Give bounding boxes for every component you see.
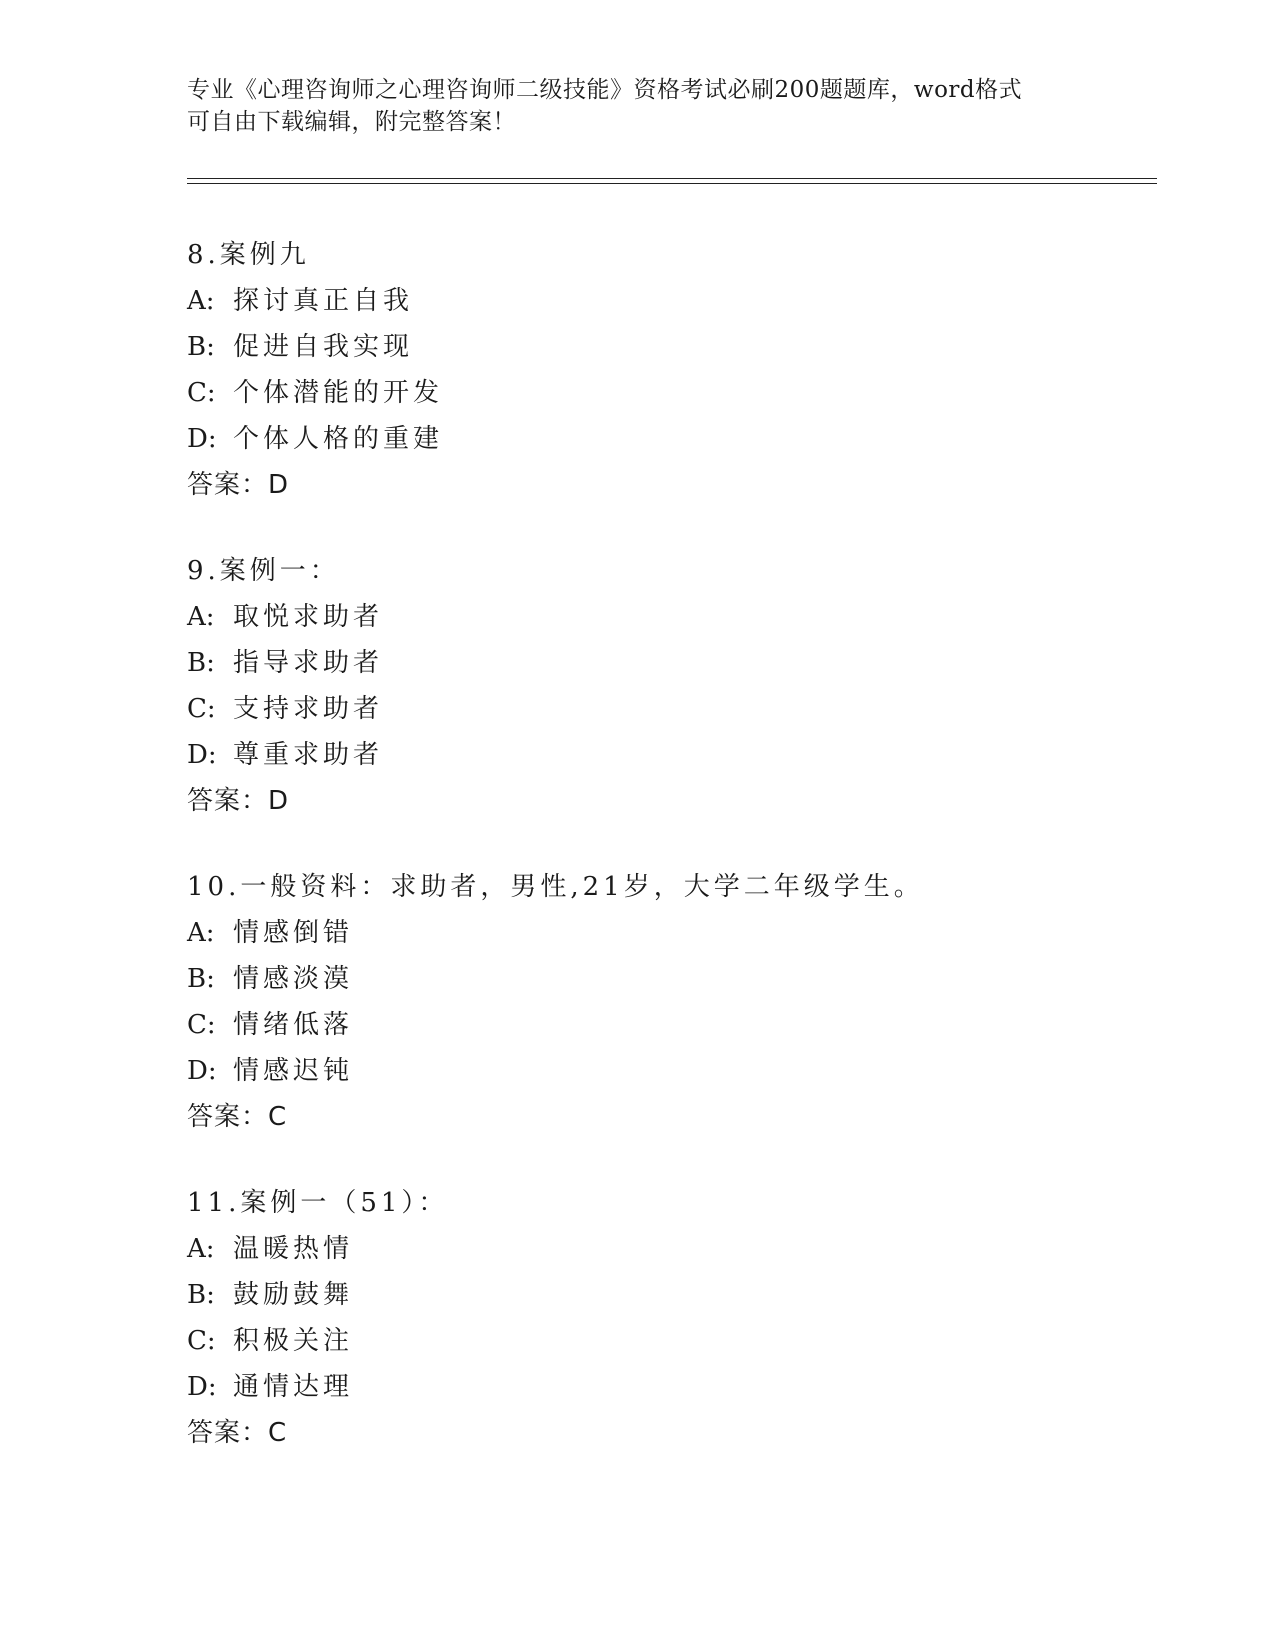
option-a [187,1226,1187,1272]
option-text: 鼓励鼓舞 [233,1280,354,1310]
option-text: 情感迟钝 [233,1056,354,1086]
answer: 答案：C [187,1102,288,1132]
option-text: 探讨真正自我 [233,286,414,316]
option-a [187,278,1187,324]
option-b [187,640,1187,686]
option-text: 情绪低落 [233,1010,354,1040]
option-c [187,1318,1187,1364]
option-text: 尊重求助者 [233,740,384,770]
option-text: 情感倒错 [233,918,354,948]
option-b [187,324,1187,370]
option-d [187,416,1187,462]
option-text: 取悦求助者 [233,602,384,632]
option-letter: B: [187,332,215,362]
option-text: 温暖热情 [233,1234,354,1264]
option-letter: B: [187,964,215,994]
option-c [187,370,1187,416]
option-letter: D: [187,424,217,454]
question-block [187,548,1187,824]
option-letter: B: [187,648,215,678]
option-letter: C: [187,378,216,408]
question-stem: 8.案例九 [187,240,310,270]
question-stem: 11.案例一（51）： [187,1188,449,1218]
header-divider-top [187,178,1157,179]
header-line-1: 专业《心理咨询师之心理咨询师二级技能》资格考试必刷200题题库，word格式 [187,77,1023,103]
question-stem: 9.案例一： [187,556,340,586]
option-b [187,1272,1187,1318]
document-header [187,74,1087,138]
option-text: 情感淡漠 [233,964,354,994]
option-d [187,732,1187,778]
option-text: 支持求助者 [233,694,384,724]
option-text: 积极关注 [233,1326,354,1356]
option-a [187,910,1187,956]
question-block [187,1180,1187,1456]
option-text: 个体人格的重建 [233,424,444,454]
option-letter: D: [187,1056,217,1086]
option-letter: A: [187,1234,215,1264]
option-b [187,956,1187,1002]
option-letter: C: [187,694,216,724]
option-letter: D: [187,1372,217,1402]
option-letter: D: [187,740,217,770]
option-letter: C: [187,1326,216,1356]
option-letter: A: [187,286,215,316]
answer: 答案：D [187,470,290,500]
header-line-2: 可自由下载编辑，附完整答案！ [187,109,516,135]
option-letter: C: [187,1010,216,1040]
option-letter: A: [187,602,215,632]
option-text: 通情达理 [233,1372,354,1402]
answer: 答案：D [187,786,290,816]
answer: 答案：C [187,1418,288,1448]
option-text: 促进自我实现 [233,332,414,362]
option-d [187,1048,1187,1094]
option-letter: B: [187,1280,215,1310]
question-block [187,864,1187,1140]
header-divider-bottom [187,183,1157,184]
option-text: 个体潜能的开发 [233,378,444,408]
question-stem: 10.一般资料：求助者，男性,21岁，大学二年级学生。 [187,872,924,902]
question-block [187,232,1187,508]
option-d [187,1364,1187,1410]
option-letter: A: [187,918,215,948]
option-c [187,1002,1187,1048]
option-text: 指导求助者 [233,648,384,678]
option-c [187,686,1187,732]
option-a [187,594,1187,640]
